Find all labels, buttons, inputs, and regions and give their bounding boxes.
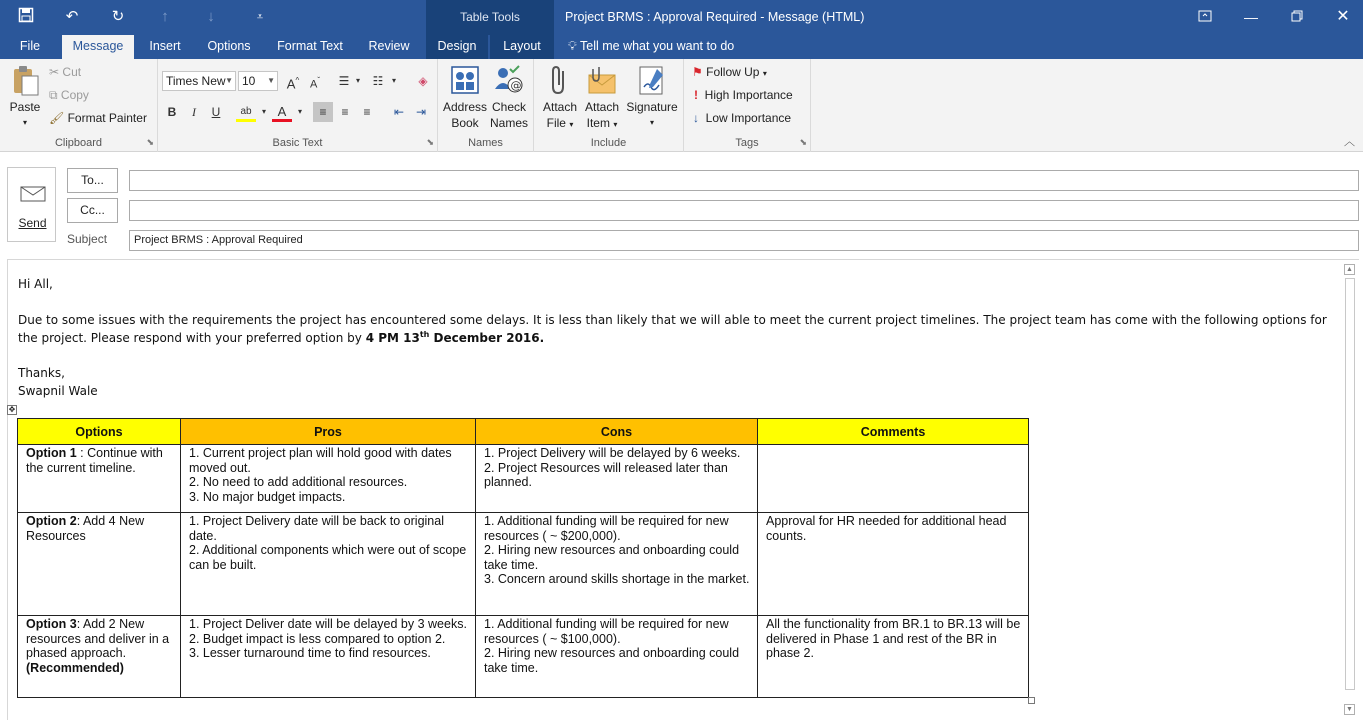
basic-text-group-label: Basic Text: [272, 137, 323, 149]
attach-item-button[interactable]: [582, 63, 622, 133]
copy-label: Copy: [60, 88, 89, 102]
group-names: [438, 59, 534, 152]
down-arrow-icon: ↓: [693, 111, 699, 125]
address-book-label-1: Address: [442, 100, 488, 114]
high-importance-label: High Importance: [704, 88, 793, 102]
follow-up-label: Follow Up: [706, 65, 760, 79]
ribbon: [0, 59, 1363, 152]
font-size-value: 10: [242, 74, 256, 88]
cons-cell[interactable]: 1. Additional funding will be required for new resources ( ~ $200,000). 2. Hiring new resources and onboarding could take time. 3. Concern around skills shortage in the market.: [476, 513, 758, 616]
window-title: Project BRMS : Approval Required - Message (HTML): [565, 10, 865, 24]
group-tags: [684, 59, 811, 152]
redo-icon[interactable]: ↻: [111, 8, 125, 25]
options-table: [17, 418, 1029, 698]
check-names-label-2: Names: [489, 116, 528, 130]
send-label: Send: [18, 216, 47, 230]
tell-me-search[interactable]: [568, 35, 734, 59]
tab-layout[interactable]: Layout: [490, 35, 554, 59]
align-left-icon[interactable]: ≡: [313, 102, 333, 122]
group-include: [534, 59, 684, 152]
tell-me-text: Tell me what you want to do: [580, 39, 735, 53]
thanks-text: Thanks,: [18, 366, 65, 380]
minimize-icon[interactable]: —: [1244, 9, 1258, 25]
tab-options[interactable]: Options: [207, 39, 251, 53]
font-color-icon[interactable]: A: [272, 102, 292, 122]
font-name-combo[interactable]: [162, 71, 236, 91]
table-tools-label: Table Tools: [460, 10, 520, 24]
format-painter-label: Format Painter: [67, 111, 147, 125]
vertical-scrollbar[interactable]: [1341, 262, 1359, 720]
table-resize-handle[interactable]: [1028, 697, 1035, 704]
attach-item-icon: [585, 63, 619, 97]
increase-indent-icon[interactable]: ⇥: [415, 105, 427, 119]
subject-field[interactable]: Project BRMS : Approval Required: [129, 230, 1359, 251]
align-right-icon[interactable]: ≡: [363, 105, 371, 119]
clipboard-group-label: Clipboard: [54, 137, 103, 149]
group-basic-text: [158, 59, 438, 152]
cut-button[interactable]: [49, 65, 81, 79]
header-cons: Cons: [476, 419, 758, 445]
header-pros: Pros: [181, 419, 476, 445]
tab-format-text[interactable]: Format Text: [277, 39, 343, 53]
numbering-icon[interactable]: ☷: [372, 74, 384, 88]
close-icon[interactable]: ✕: [1336, 8, 1350, 25]
table-row: [18, 616, 1029, 698]
copy-icon: ⧉: [49, 88, 58, 102]
option-cell[interactable]: Option 3: Add 2 New resources and deliver in a phased approach. (Recommended): [18, 616, 181, 698]
address-book-label-2: Book: [451, 116, 479, 130]
comments-cell[interactable]: Approval for HR needed for additional head counts.: [758, 513, 1029, 616]
underline-button[interactable]: U: [211, 105, 221, 119]
ribbon-tab-row: [0, 35, 1363, 59]
font-name-value: Times New: [166, 74, 226, 88]
clear-formatting-icon[interactable]: ◈: [418, 74, 428, 88]
cons-cell[interactable]: 1. Project Delivery will be delayed by 6 weeks. 2. Project Resources will released later than planned.: [476, 445, 758, 513]
save-icon[interactable]: [14, 7, 38, 27]
high-importance-button[interactable]: [694, 88, 793, 102]
send-envelope-icon: [20, 184, 46, 205]
address-book-button[interactable]: [442, 63, 488, 131]
header-options: Options: [18, 419, 181, 445]
chevron-down-icon: ▾: [762, 69, 767, 78]
to-button[interactable]: To...: [67, 168, 118, 193]
low-importance-label: Low Importance: [705, 111, 792, 125]
signature-label: Signature: [626, 100, 678, 114]
chevron-down-icon[interactable]: ▾: [297, 107, 302, 116]
paste-button[interactable]: [4, 63, 46, 131]
table-header-row: [18, 419, 1029, 445]
attach-file-label-1: Attach: [542, 100, 578, 114]
cons-cell[interactable]: 1. Additional funding will be required for new resources ( ~ $100,000). 2. Hiring new resources and onboarding could take time.: [476, 616, 758, 698]
format-painter-button[interactable]: [49, 111, 147, 125]
header-comments: Comments: [758, 419, 1029, 445]
greeting-text: Hi All,: [18, 277, 53, 291]
basic-text-launcher-icon[interactable]: ⬊: [426, 137, 434, 147]
collapse-ribbon-icon[interactable]: ︿: [1344, 136, 1355, 148]
ribbon-display-options-icon[interactable]: [1193, 6, 1217, 28]
tab-review[interactable]: Review: [368, 39, 410, 53]
align-center-icon[interactable]: ≡: [341, 105, 349, 119]
font-size-combo[interactable]: [238, 71, 278, 91]
scroll-down-icon[interactable]: ▼: [1344, 704, 1355, 715]
arrow-up-icon[interactable]: ↑: [161, 8, 169, 25]
copy-button[interactable]: [49, 88, 89, 103]
clipboard-launcher-icon[interactable]: ⬊: [146, 137, 154, 147]
body-paragraph-line-1: Due to some issues with the requirements the project has encountered some delays. It is less than likely that we will able to meet the current project timelines. The project team has come with the following options for: [18, 313, 1327, 327]
paperclip-icon: [543, 63, 577, 97]
check-names-icon: [492, 63, 526, 97]
check-names-label-1: Check: [491, 100, 526, 114]
paintbrush-icon: 🖌︎: [49, 111, 65, 125]
pros-cell[interactable]: 1. Project Deliver date will be delayed by 3 weeks. 2. Budget impact is less compared to option 2. 3. Lesser turnaround time to find resources.: [181, 616, 476, 698]
attach-item-label-2: Item ▾: [586, 116, 618, 130]
pros-cell[interactable]: 1. Current project plan will hold good with dates moved out. 2. No need to add additional resources. 3. No major budget impacts.: [181, 445, 476, 513]
highlight-icon[interactable]: ab: [236, 102, 256, 122]
tab-message[interactable]: Message: [62, 35, 134, 59]
scroll-thumb[interactable]: [1345, 278, 1355, 690]
tab-design[interactable]: Design: [426, 35, 488, 59]
restore-icon[interactable]: [1285, 6, 1309, 28]
bold-button[interactable]: B: [167, 105, 177, 119]
table-row: [18, 513, 1029, 616]
scroll-up-icon[interactable]: ▲: [1344, 264, 1355, 275]
undo-icon[interactable]: ↶: [65, 8, 79, 25]
shrink-font-icon[interactable]: $A^ˇ$: [309, 76, 320, 91]
tab-file[interactable]: File: [19, 39, 41, 53]
comments-cell[interactable]: All the functionality from BR.1 to BR.13 will be delivered in Phase 1 and rest of the BR in phase 2.: [758, 616, 1029, 698]
chevron-down-icon[interactable]: ▾: [261, 107, 266, 116]
option-cell[interactable]: Option 2: Add 4 New Resources: [18, 513, 181, 616]
bullets-icon[interactable]: ☰: [338, 74, 350, 88]
tab-insert[interactable]: Insert: [149, 39, 181, 53]
low-importance-button[interactable]: [693, 111, 791, 125]
to-field[interactable]: [129, 170, 1359, 191]
send-button[interactable]: [7, 167, 56, 242]
attach-file-button[interactable]: [540, 63, 580, 133]
attach-item-label-1: Attach: [584, 100, 620, 114]
check-names-button[interactable]: [488, 63, 530, 131]
paste-dropdown-icon: ▾: [22, 118, 27, 127]
grow-font-icon[interactable]: A^: [286, 76, 300, 92]
pros-cell[interactable]: 1. Project Delivery date will be back to original date. 2. Additional components which were out of scope can be built.: [181, 513, 476, 616]
chevron-down-icon[interactable]: ▾: [391, 76, 396, 85]
signature-text: Swapnil Wale: [18, 384, 98, 398]
signature-dropdown-icon: ▾: [649, 118, 654, 127]
flag-icon: ⚑: [692, 65, 703, 79]
arrow-down-icon[interactable]: ↓: [207, 8, 215, 25]
include-group-label: Include: [590, 137, 627, 149]
follow-up-button[interactable]: [692, 65, 767, 79]
chevron-down-icon[interactable]: ▾: [355, 76, 360, 85]
deadline-text: 4 PM 13th December 2016.: [365, 330, 545, 345]
attach-file-label-2: File ▾: [546, 116, 574, 130]
option-cell[interactable]: Option 1 : Continue with the current timeline.: [18, 445, 181, 513]
signature-icon: [635, 63, 669, 97]
table-move-handle-icon[interactable]: ✥: [8, 405, 16, 414]
exclamation-icon: !: [694, 88, 698, 102]
paste-label: Paste: [9, 100, 41, 114]
group-clipboard: [0, 59, 158, 152]
decrease-indent-icon[interactable]: ⇤: [393, 105, 405, 119]
body-paragraph-line-2: the project. Please respond with your preferred option by 4 PM 13th December 2016.: [18, 330, 545, 345]
names-group-label: Names: [468, 137, 503, 149]
signature-button[interactable]: [624, 63, 680, 131]
comments-cell[interactable]: [758, 445, 1029, 513]
tags-group-label: Tags: [735, 137, 759, 149]
address-book-icon: [448, 63, 482, 97]
customize-toolbar-icon[interactable]: ⩡: [256, 11, 264, 23]
svg-text:@: @: [510, 79, 522, 92]
cc-field[interactable]: [129, 200, 1359, 221]
cc-button[interactable]: Cc...: [67, 198, 118, 223]
table-row: [18, 445, 1029, 513]
chevron-down-icon: ▼: [225, 76, 233, 85]
title-bar: [0, 0, 1363, 35]
subject-label: Subject: [67, 232, 108, 246]
paste-icon: [8, 63, 42, 97]
cut-label: Cut: [62, 65, 82, 79]
italic-button[interactable]: I: [192, 105, 196, 119]
scissors-icon: ✂: [49, 65, 60, 79]
lightbulb-icon: 💡︎: [568, 39, 577, 53]
tags-launcher-icon[interactable]: ⬊: [799, 137, 807, 147]
chevron-down-icon: ▼: [267, 76, 275, 85]
